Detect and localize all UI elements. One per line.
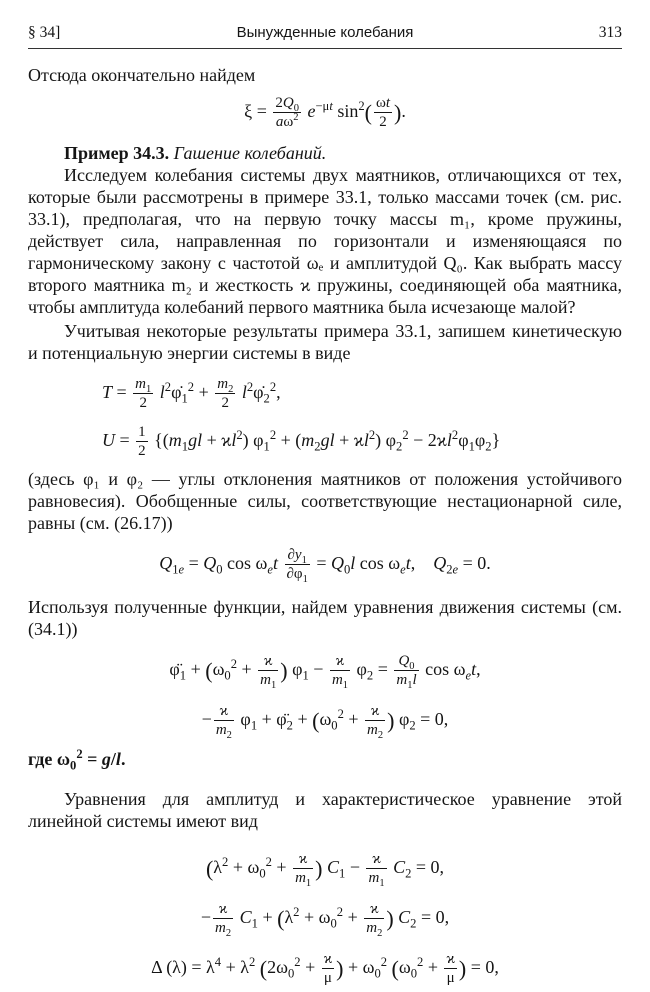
equation-amplitude-1: ($\lambda^2 + \omega_0^2$ + $\frac{ϰ}{m_1}$ ) $C_1$ − $\frac{ϰ}{m_1}$ $C_2 = 0$, bbox=[205, 851, 445, 890]
paragraph-where: где $\omega_0^2 = g/l$. bbox=[28, 747, 126, 773]
equation-xi: ξ = $\frac{2Q_0}{a\omega^2}$ $e^{-\mu t}$ $\sin^2$( $\frac{\omega t}{2}$ ). bbox=[244, 95, 406, 131]
equation-characteristic: Δ $(\lambda) = \lambda^4 + \lambda^2$ ($2\omega_0^2$ + $\frac{ϰ}{\mu}$ ) + $\omega_0^2$ ($\omega_0^2$ + $\frac{ϰ}{\mu}$ ) = 0, bbox=[151, 951, 499, 987]
equation-generalized-force: $Q_{1e} = Q_0$ $\cos \omega_et$ $\frac{\partial y_1}{\partial\varphi_1}$ = $Q_0l$ $\cos \omega_et$, $Q_{2e} = 0$. bbox=[159, 547, 491, 586]
paragraph-problem: Исследуем колебания системы двух маятников, отличающихся от тех, которые были рассмотрены в примере 33.1, только массами точек (см. рис. 33.1), предполагая, что на первую точку массы m₁, кроме пружины, действует сила, направленная по горизонтали и изменяющаяся по гармоническому закону с частотой ωₑ и амплитудой Q₀. Как выбрать массу второго маятника m₂ и жесткость ϰ пружины, соединяющей оба маятника, чтобы амплитуда колебаний первого маятника была исчезающе малой? bbox=[28, 165, 622, 317]
example-title: Гашение колебаний. bbox=[173, 143, 327, 163]
chapter-title: Вынужденные колебания bbox=[236, 24, 414, 41]
where-word: где bbox=[28, 749, 53, 769]
equation-kinetic-energy: T = $\frac{m_1}{2}$ $l^2\varphi̇_1^2$ + $\frac{m_2}{2}$ $l^2\varphi̇_2^2$, bbox=[102, 376, 281, 412]
example-label: Пример 34.3. bbox=[64, 143, 170, 163]
page-body bbox=[28, 58, 622, 990]
paragraph-energies: Учитывая некоторые результаты примера 33.1, запишем кинетическую и потенциальную энергии системы в виде bbox=[28, 321, 622, 363]
equation-motion-1: $\varphï_1 + (\omega_0^2$ + $\frac{ϰ}{m_1}$ ) $\varphi_1$ − $\frac{ϰ}{m_1}$ $\varphi_2$ = $\frac{Q_0}{m_1l}$ $\cos \omega_et$, bbox=[169, 653, 481, 692]
paragraph-intro: Отсюда окончательно найдем bbox=[28, 65, 256, 85]
example-heading bbox=[28, 142, 622, 164]
running-header bbox=[28, 18, 622, 49]
paragraph-equations-of-motion: Используя полученные функции, найдем уравнения движения системы (см. (34.1)) bbox=[28, 597, 622, 639]
equation-motion-2: − $\frac{ϰ}{m_2}$ $\varphi_1$ + $\varphï_2 + (\omega_0^2$ + $\frac{ϰ}{m_2}$ ) $\varphi_2 = 0$, bbox=[201, 703, 449, 742]
equation-amplitude-2: − $\frac{ϰ}{m_2}$ $C_1 + (\lambda^2 + \omega_0^2$ + $\frac{ϰ}{m_2}$ ) $C_2 = 0$, bbox=[200, 901, 450, 940]
equation-potential-energy: U = $\frac{1}{2}$ $\{(m_1gl + ϰl^2) \varphi_1^2 + (m_2gl + ϰl^2) \varphi_2^2 - 2ϰl^2\varphi_1\varphi_2\}$ bbox=[102, 424, 501, 460]
section-number: § 34] bbox=[28, 24, 61, 41]
paragraph-amplitudes: Уравнения для амплитуд и характеристическое уравнение этой линейной системы имеют вид bbox=[28, 789, 622, 831]
page-number: 313 bbox=[598, 24, 622, 41]
paragraph-generalized-forces: (здесь φ₁ и φ₂ — углы отклонения маятников от положения устойчивого равновесия). Обобщенные силы, соответствующие нестационарной силе, равны (см. (26.17)) bbox=[28, 469, 622, 533]
